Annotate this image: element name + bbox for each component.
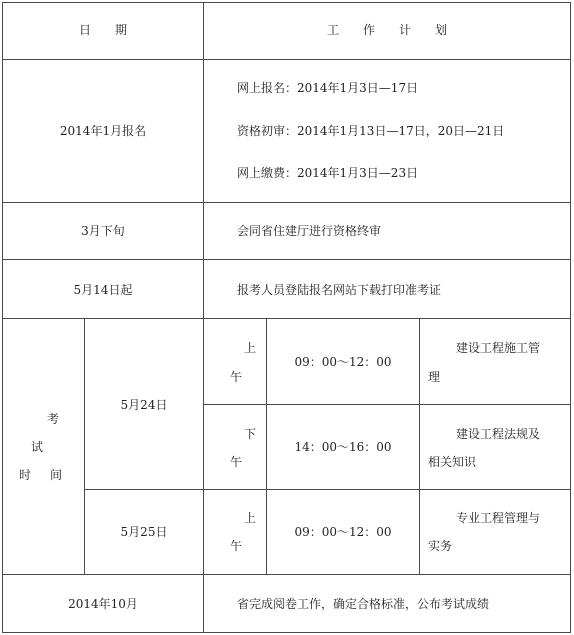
border-bottom (2, 632, 571, 633)
oct-plan: 省完成阅卷工作，确定合格标准，公布考试成绩 (237, 597, 490, 611)
header-plan: 工 作 计 划 (326, 23, 447, 37)
session-3-half-b: 午 (230, 539, 243, 553)
header-date: 日 期 (78, 23, 127, 37)
session-1-half-a: 上 (244, 341, 257, 355)
divider-exam (2, 574, 571, 575)
border-top (2, 2, 571, 3)
divider-may14 (2, 318, 571, 319)
exam-day-2: 5月25日 (120, 525, 168, 539)
divider-time (419, 318, 420, 574)
exam-label-char-4: 间 (50, 468, 63, 482)
session-3-subject-b: 实务 (428, 539, 453, 553)
jan-item-registration: 网上报名：2014年1月3日—17日 (237, 81, 419, 95)
exam-label-char-1: 考 (47, 412, 60, 426)
session-2-time: 14：00～16：00 (294, 440, 392, 454)
exam-label-char-2: 试 (31, 440, 44, 454)
session-3-subject-a: 专业工程管理与 (456, 511, 541, 525)
session-1-half-b: 午 (230, 370, 243, 384)
may14-date: 5月14日起 (73, 283, 133, 297)
mar-date: 3月下旬 (81, 224, 125, 238)
session-2-subject-a: 建设工程法规及 (456, 427, 541, 441)
session-3-time: 09：00～12：00 (294, 525, 392, 539)
mar-plan: 会同省住建厅进行资格终审 (237, 224, 382, 238)
session-2-half-a: 下 (244, 427, 257, 441)
divider-jan (2, 202, 571, 203)
session-1-time: 09：00～12：00 (294, 355, 392, 369)
divider-day (84, 489, 571, 490)
session-2-half-b: 午 (230, 455, 243, 469)
session-2-subject-b: 相关知识 (428, 455, 477, 469)
session-3-half-a: 上 (244, 511, 257, 525)
jan-date: 2014年1月报名 (59, 124, 147, 138)
jan-item-review: 资格初审：2014年1月13日—17日，20日—21日 (237, 124, 505, 138)
exam-day-1: 5月24日 (120, 398, 168, 412)
divider-session-1 (203, 404, 571, 405)
divider-mar (2, 259, 571, 260)
session-1-subject-a: 建设工程施工管 (456, 341, 541, 355)
jan-item-payment: 网上缴费：2014年1月3日—23日 (237, 166, 419, 180)
may14-plan: 报考人员登陆报名网站下载打印准考证 (237, 283, 442, 297)
exam-label-char-3: 时 (19, 468, 32, 482)
session-1-subject-b: 理 (428, 370, 441, 384)
divider-header (2, 59, 571, 60)
oct-date: 2014年10月 (68, 597, 138, 611)
